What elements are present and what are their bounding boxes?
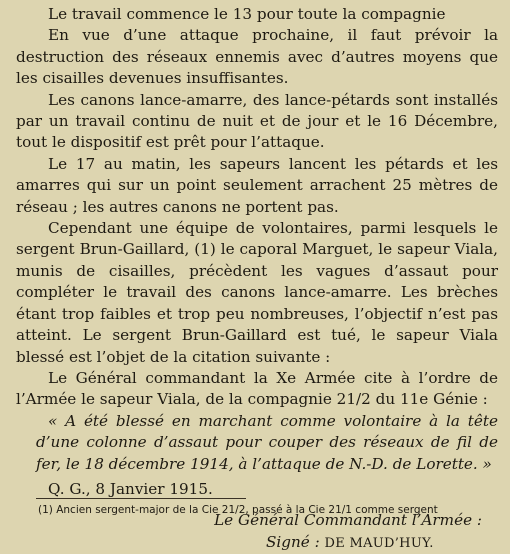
paragraph-4: Le 17 au matin, les sapeurs lancent les pétards et les amarres qui sur un point seulement arrachent 25 mètres de réseau ; les autres canons ne portent pas. — [16, 154, 498, 216]
paragraph-6: Le Général commandant la Xe Armée cite à l’ordre de l’Armée le sapeur Viala, de la compagnie 21/2 du 11e Génie : — [16, 368, 498, 409]
footnote: (1) Ancien sergent-major de la Cie 21/2, passé à la Cie 21/1 comme sergent — [38, 504, 438, 516]
signature-title: Le Général Commandant l’Armée : — [214, 511, 482, 530]
footnote-divider — [36, 498, 246, 499]
signature-prefix: Signé : — [266, 532, 325, 551]
citation-quote: « A été blessé en marchant comme volontaire à la tête d’une colonne d’assaut pour couper des réseaux de fil de fer, le 18 décembre 1914, à l’attaque de N.-D. de Lorette. » — [36, 411, 498, 473]
body-text — [16, 4, 498, 554]
date-line: Q. G., 8 Janvier 1915. — [48, 479, 213, 498]
signature-name: DE MAUD’HUY. — [324, 535, 434, 551]
paragraph-5: Cependant une équipe de volontaires, parmi lesquels le sergent Brun-Gaillard, (1) le caporal Marguet, le sapeur Viala, munis de cisailles, précèdent les vagues d’assaut pour compléter le travail des canons lance-amarre. Les brèches étant trop faibles et trop peu nombreuses, l’objectif n’est pas atteint. Le sergent Brun-Gaillard est tué, le sapeur Viala blessé est l’objet de la citation suivante : — [16, 219, 498, 366]
paragraph-3: Les canons lance-amarre, des lance-pétards sont installés par un travail continu de nuit et de jour et le 16 Décembre, tout le dispositif est prêt pour l’attaque. — [16, 90, 498, 152]
signature-line — [16, 532, 498, 554]
paragraph-2: En vue d’une attaque prochaine, il faut prévoir la destruction des réseaux ennemis avec d’autres moyens que les cisailles devenues insuffisantes. — [16, 26, 498, 88]
paragraph-1: Le travail commence le 13 pour toute la compagnie — [48, 5, 446, 23]
